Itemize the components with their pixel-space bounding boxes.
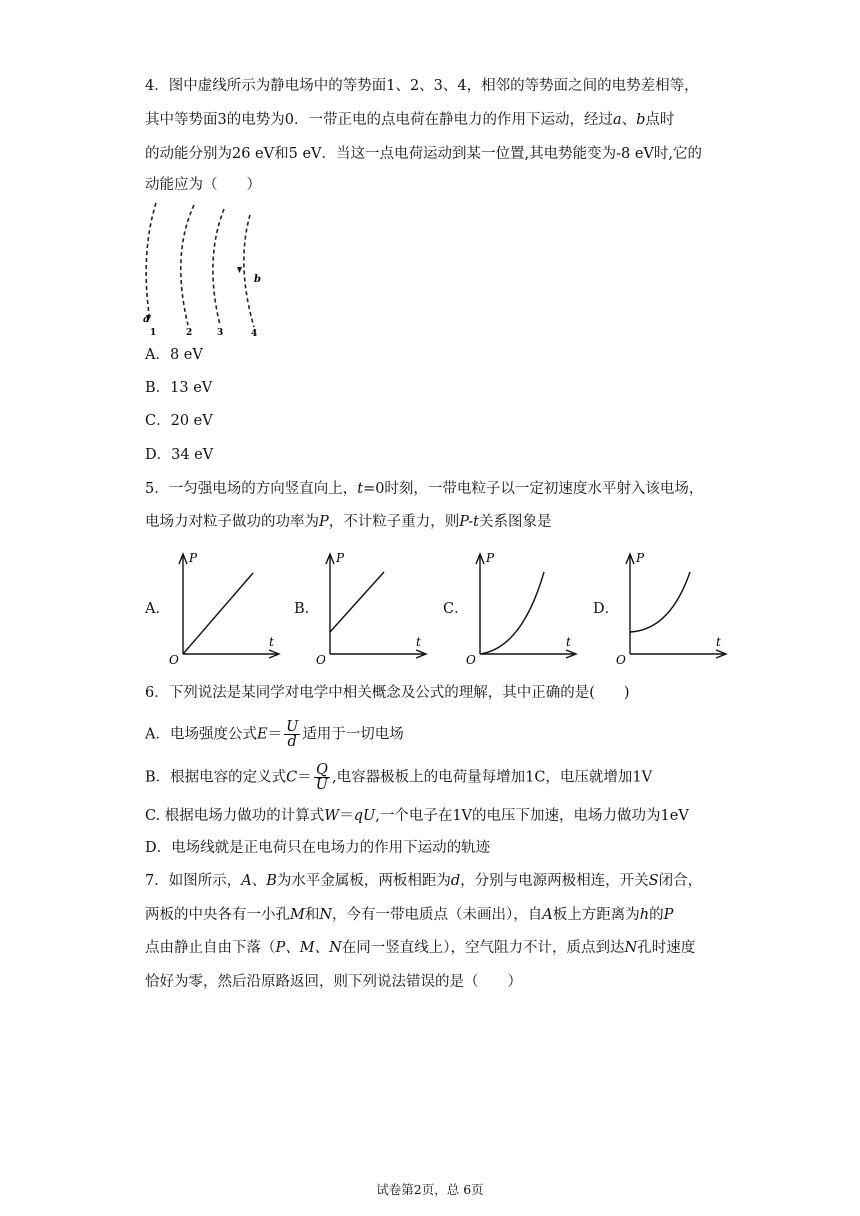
q6-a-num: U <box>286 719 299 735</box>
q7-l2-and: 和 <box>304 907 320 923</box>
q7-l2-mid2: 板上方距离为 <box>552 907 640 923</box>
q4-line-2 <box>145 110 674 130</box>
graph-d-origin: O <box>616 653 626 667</box>
q5-line-1-post: =0时刻，一带电粒子以一定初速度水平射入该电场， <box>363 481 704 497</box>
q5-line-2-mid: ，不计粒子重力，则 <box>328 514 460 530</box>
graph-b-x-label: t <box>416 635 421 649</box>
q6-b-post: ,电容器极板上的电荷量每增加1C，电压就增加1V <box>332 769 653 786</box>
q6-b-C: C <box>286 769 298 786</box>
q6-a-fraction <box>284 720 300 749</box>
q4-option-a: A．8 eV <box>145 347 203 363</box>
q6-b-eq: ＝ <box>297 769 312 786</box>
q5-line-2-post: 关系图象是 <box>478 514 552 530</box>
graph-d-curve <box>630 572 690 632</box>
q6-a-eq: ＝ <box>267 726 283 743</box>
equipotential-1 <box>146 203 156 321</box>
graph-d-x-label: t <box>716 635 721 649</box>
graph-d-y-label: P <box>636 551 645 565</box>
surface-label-1: 1 <box>150 328 157 338</box>
q7-N: N <box>319 907 333 923</box>
q7-l1-end: 闭合， <box>658 873 703 889</box>
q5-graph-c-label: C． <box>443 601 469 617</box>
q4-line-3: 的动能分别为26 eV和5 eV．当这一点电荷运动到某一位置,其电势能变为-8 eV时,它的 <box>145 146 703 162</box>
graph-a-y-label: P <box>189 551 198 565</box>
q6-option-d: D．电场线就是正电荷只在电场力的作用下运动的轨迹 <box>145 840 491 856</box>
q6-option-a <box>145 720 404 749</box>
q6-c-qU: qU <box>353 808 376 824</box>
q4-line-2-text: 其中等势面3的电势为0．一带正电的点电荷在静电力的作用下运动，经过 <box>145 112 613 128</box>
graph-b-y-label: P <box>336 551 345 565</box>
q5-Pt-var: P-t <box>459 514 479 530</box>
q5-graph-d <box>612 548 732 668</box>
graph-b-origin: O <box>316 653 326 667</box>
q4-sep: 、 <box>621 112 637 128</box>
q5-line-1-pre: 5．一匀强电场的方向竖直向上， <box>145 481 358 497</box>
graph-a-x-label: t <box>269 635 274 649</box>
q7-M: M <box>290 907 305 923</box>
q6-a-post: 适用于一切电场 <box>302 726 404 743</box>
q6-c-eq: ＝ <box>339 808 354 824</box>
point-b-marker <box>237 267 242 273</box>
surface-label-3: 3 <box>217 328 224 338</box>
q6-a-pre: A．电场强度公式 <box>145 726 257 743</box>
q7-l1-mid2: ，分别与电源两极相连，开关 <box>460 873 649 889</box>
q6-c-pre: C. 根据电场力做功的计算式 <box>145 808 325 824</box>
graph-c-y-label: P <box>486 551 495 565</box>
q4-option-b: B．13 eV <box>145 380 213 396</box>
q6-b-den: U <box>315 777 328 793</box>
q4-line-2-end: 点时 <box>645 112 675 128</box>
q7-h: h <box>639 907 650 923</box>
q7-l2-mid3: 的 <box>649 907 664 923</box>
q7-B: B <box>266 873 277 889</box>
q6-b-pre: B．根据电容的定义式 <box>145 769 287 786</box>
q7-N2: N <box>624 940 638 956</box>
q6-c-post: ,一个电子在1V的电压下加速，电场力做功为1eV <box>375 808 689 824</box>
q7-l2-pre: 两板的中央各有一小孔 <box>145 907 290 923</box>
graph-b-curve <box>330 572 384 632</box>
q4-line-4: 动能应为（ ） <box>145 177 261 193</box>
equipotential-2 <box>181 205 194 325</box>
q4-line-1: 4．图中虚线所示为静电场中的等势面1、2、3、4，相邻的等势面之间的电势差相等， <box>145 78 699 94</box>
q7-line-2 <box>145 905 673 925</box>
q7-l2-mid: ，今有一带电质点（未画出），自 <box>332 907 543 923</box>
q7-S: S <box>648 873 659 889</box>
q7-l1-pre: 7．如图所示， <box>145 873 242 889</box>
q4-option-c: C．20 eV <box>145 413 213 429</box>
q5-line-2-pre: 电场力对粒子做功的功率为 <box>145 514 319 530</box>
equipotential-4 <box>244 215 254 327</box>
q5-t-var: t <box>357 481 364 497</box>
q7-P: P <box>663 907 674 923</box>
q7-line-1 <box>145 871 702 891</box>
q7-l3-post: 在同一竖直线上），空气阻力不计，质点到达 <box>341 940 625 956</box>
q7-sep: 、 <box>251 873 267 889</box>
point-a-label: a <box>143 314 150 325</box>
q6-a-den: d <box>287 734 297 750</box>
q5-graph-c <box>462 548 582 668</box>
q7-PMN: P、M、N <box>275 940 342 956</box>
q5-P-var: P <box>319 514 329 530</box>
q5-graph-d-label: D． <box>593 601 620 617</box>
q5-graph-a <box>165 548 285 668</box>
q5-line-1 <box>145 479 703 499</box>
q6-b-num: Q <box>314 763 330 778</box>
point-a-ref: a <box>612 112 622 128</box>
q6-option-c <box>145 806 689 826</box>
q5-graph-b-label: B． <box>294 601 320 617</box>
point-b-label: b <box>254 274 261 285</box>
surface-label-4: 4 <box>251 329 258 339</box>
q6-b-fraction <box>314 763 330 792</box>
q7-l3-pre: 点由静止自由下落（ <box>145 940 276 956</box>
graph-c-origin: O <box>466 653 476 667</box>
q7-A2: A <box>542 907 553 923</box>
q6-a-E: E <box>256 726 268 743</box>
q5-graph-b <box>312 548 432 668</box>
q4-option-d: D．34 eV <box>145 447 214 463</box>
page-footer: 试卷第2页，总 6页 <box>376 1182 484 1197</box>
equipotential-3 <box>213 209 224 325</box>
q7-l1-mid: 为水平金属板，两板相距为 <box>276 873 451 889</box>
q6-stem: 6．下列说法是某同学对电学中相关概念及公式的理解，其中正确的是( ) <box>145 685 630 701</box>
q6-c-W: W <box>324 808 340 824</box>
q6-option-b <box>145 763 652 792</box>
q7-A: A <box>241 873 252 889</box>
point-b-ref: b <box>636 112 646 128</box>
surface-label-2: 2 <box>186 328 193 338</box>
q5-graph-a-label: A． <box>145 601 170 617</box>
q7-line-3 <box>145 938 695 958</box>
graph-c-curve <box>480 572 544 654</box>
q7-l3-end: 孔时速度 <box>637 940 696 956</box>
q5-line-2 <box>145 512 551 532</box>
equipotential-figure <box>136 195 276 345</box>
q7-line-4: 恰好为零，然后沿原路返回，则下列说法错误的是（ ） <box>145 974 522 990</box>
graph-c-x-label: t <box>566 635 571 649</box>
graph-a-origin: O <box>169 653 179 667</box>
graph-a-curve <box>183 573 253 654</box>
q7-d: d <box>450 873 461 889</box>
